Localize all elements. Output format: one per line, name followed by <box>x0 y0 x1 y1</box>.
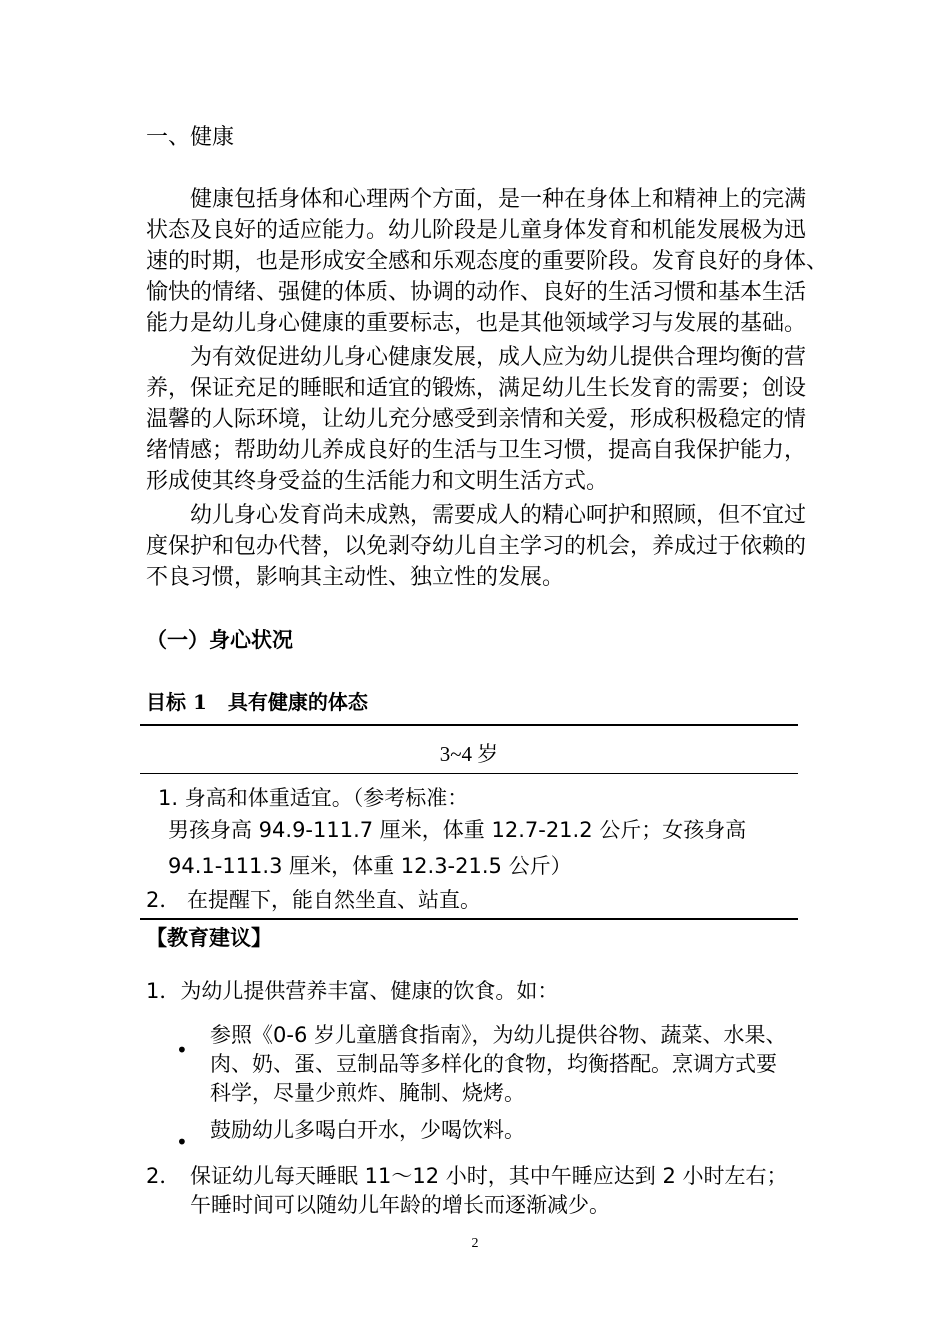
text-line: 健康包括身体和心理两个方面，是一种在身体上和精神上的完满 <box>190 187 807 212</box>
bullet-text: 科学，尽量少煎炸、腌制、烧烤。 <box>210 1081 525 1105</box>
suggestion-item-2-number: 2． <box>146 1164 181 1188</box>
text-line: 度保护和包办代替，以免剥夺幼儿自主学习的机会，养成过于依赖的 <box>146 534 807 559</box>
bullet-icon: • <box>176 1038 188 1062</box>
text-line: 温馨的人际环境，让幼儿充分感受到亲情和关爱，形成积极稳定的情 <box>146 407 807 432</box>
section-heading: 一、健康 <box>146 125 235 150</box>
table-item-2: 2． 在提醒下，能自然坐直、站直。 <box>146 888 482 912</box>
bullet-icon: • <box>176 1130 188 1154</box>
text-line: 愉快的情绪、强健的体质、协调的动作、良好的生活习惯和基本生活 <box>146 280 807 305</box>
text-line: 绪情感；帮助幼儿养成良好的生活与卫生习惯，提高自我保护能力， <box>146 438 807 463</box>
suggestion-item-2: 午睡时间可以随幼儿年龄的增长而逐渐减少。 <box>190 1193 610 1217</box>
table-age-header: 3~4 岁 <box>439 742 499 766</box>
table-item-1-detail: 94.1-111.3 厘米，体重 12.3-21.5 公斤） <box>168 854 572 878</box>
goal-number: 1 <box>192 690 207 714</box>
text-line: 不良习惯，影响其主动性、独立性的发展。 <box>146 565 565 590</box>
edu-heading: 【教育建议】 <box>146 926 272 950</box>
table-item-1-detail: 男孩身高 94.9-111.7 厘米，体重 12.7-21.2 公斤；女孩身高 <box>168 818 747 842</box>
table-item-1: 1. 身高和体重适宜。（参考标准： <box>158 786 469 810</box>
suggestion-item-2: 保证幼儿每天睡眠 11～12 小时，其中午睡应达到 2 小时左右； <box>190 1164 788 1188</box>
bullet-text: 鼓励幼儿多喝白开水，少喝饮料。 <box>210 1118 525 1142</box>
text-line: 状态及良好的适应能力。幼儿阶段是儿童身体发育和机能发展极为迅 <box>146 218 807 243</box>
text-line: 为有效促进幼儿身心健康发展，成人应为幼儿提供合理均衡的营 <box>190 345 807 370</box>
subsection-heading: （一）身心状况 <box>146 628 293 652</box>
table-top-rule <box>140 724 798 726</box>
text-line: 形成使其终身受益的生活能力和文明生活方式。 <box>146 469 609 494</box>
text-line: 能力是幼儿身心健康的重要标志，也是其他领域学习与发展的基础。 <box>146 311 807 336</box>
goal-heading <box>146 686 368 715</box>
text-line: 速的时期，也是形成安全感和乐观态度的重要阶段。发育良好的身体、 <box>146 249 829 274</box>
bullet-text: 肉、奶、蛋、豆制品等多样化的食物，均衡搭配。烹调方式要 <box>210 1052 777 1076</box>
table-bottom-rule <box>140 918 798 920</box>
page-number: 2 <box>471 1236 479 1251</box>
goal-title: 具有健康的体态 <box>227 690 368 714</box>
goal-prefix: 目标 <box>146 690 186 714</box>
text-line: 养，保证充足的睡眠和适宜的锻炼，满足幼儿生长发育的需要；创设 <box>146 376 807 401</box>
table-header-rule <box>140 773 798 774</box>
bullet-text: 参照《0-6 岁儿童膳食指南》，为幼儿提供谷物、蔬菜、水果、 <box>210 1023 787 1047</box>
text-line: 幼儿身心发育尚未成熟，需要成人的精心呵护和照顾，但不宜过 <box>190 503 807 528</box>
suggestion-item-1: 1．为幼儿提供营养丰富、健康的饮食。如： <box>146 979 559 1003</box>
